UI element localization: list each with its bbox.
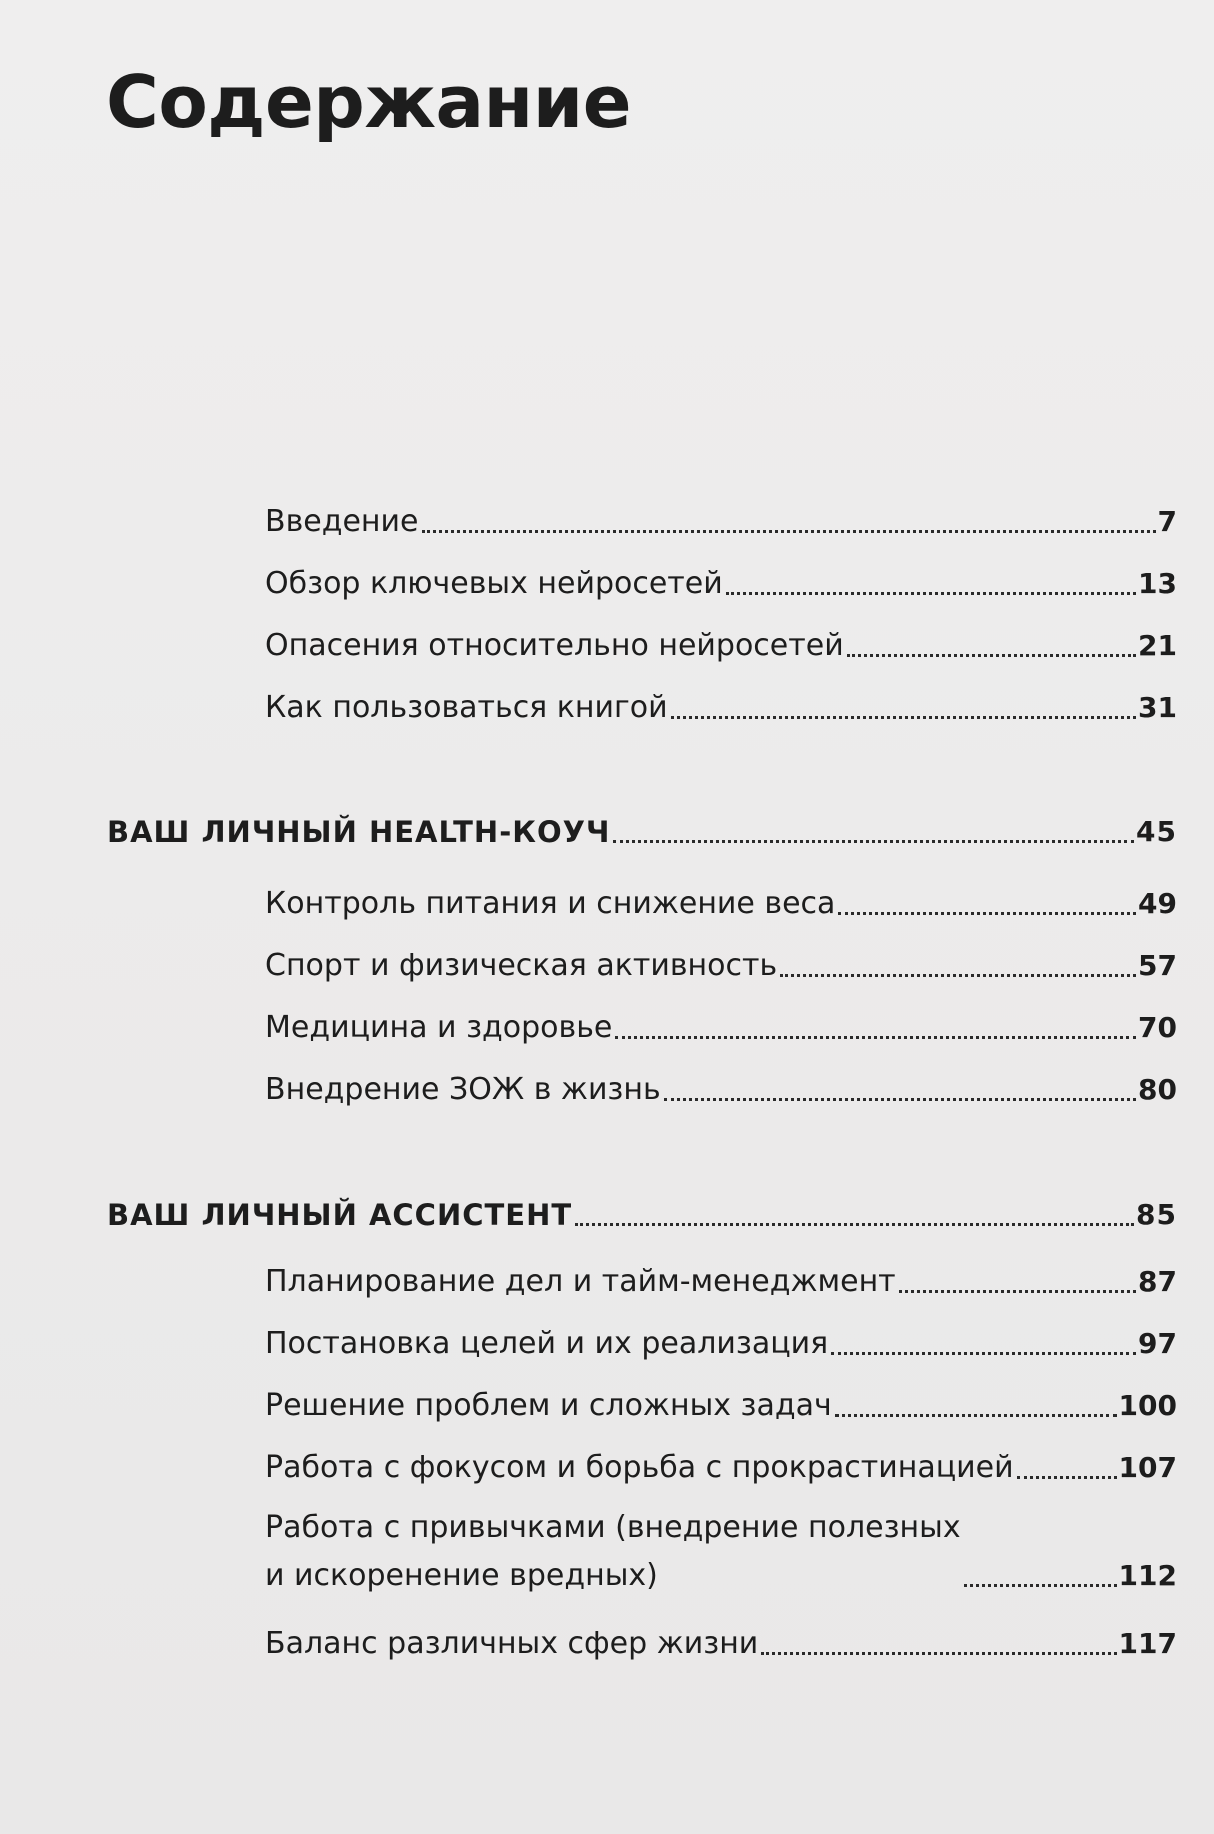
dot-leader [1017, 1476, 1117, 1479]
toc-page-number: 49 [1138, 887, 1177, 920]
toc-section-heading[interactable] [107, 1195, 1177, 1235]
dot-leader [835, 1414, 1117, 1417]
toc-entry[interactable] [265, 502, 1177, 542]
toc-entry[interactable] [265, 626, 1177, 666]
toc-entry-label-line: и искоренение вредных) [265, 1558, 658, 1593]
toc-page-number: 7 [1157, 505, 1177, 538]
toc-page-number: 117 [1118, 1627, 1177, 1660]
toc-entry-label: Опасения относительно нейросетей [265, 628, 844, 663]
dot-leader [615, 1036, 1136, 1039]
toc-page-number: 100 [1118, 1389, 1177, 1422]
toc-section-heading[interactable] [107, 812, 1177, 852]
dot-leader [899, 1290, 1136, 1293]
toc-page-number: 97 [1138, 1327, 1177, 1360]
toc-entry[interactable] [265, 1386, 1177, 1426]
toc-entry[interactable] [265, 884, 1177, 924]
toc-entry-label-line: Работа с привычками (внедрение полезных [265, 1510, 961, 1545]
toc-page-number: 112 [1118, 1559, 1177, 1592]
toc-entry-label: Внедрение ЗОЖ в жизнь [265, 1072, 661, 1107]
toc-entry[interactable] [265, 1624, 1177, 1664]
toc-section-label: ВАШ ЛИЧНЫЙ HEALTH-КОУЧ [107, 815, 611, 849]
toc-entry[interactable] [265, 1008, 1177, 1048]
toc-entry-label: Баланс различных сфер жизни [265, 1626, 759, 1661]
dot-leader [838, 912, 1136, 915]
dot-leader [847, 654, 1136, 657]
toc-entry[interactable] [265, 946, 1177, 986]
dot-leader [664, 1098, 1136, 1101]
toc-entry-label: Планирование дел и тайм-менеджмент [265, 1264, 896, 1299]
toc-entry-label: Решение проблем и сложных задач [265, 1388, 832, 1423]
toc-page-number: 70 [1138, 1011, 1177, 1044]
dot-leader [964, 1584, 1117, 1587]
toc-entry-label: Как пользоваться книгой [265, 690, 668, 725]
dot-leader [726, 592, 1136, 595]
toc-entry-label: Постановка целей и их реализация [265, 1326, 829, 1361]
toc-page-number: 107 [1118, 1451, 1177, 1484]
dot-leader [761, 1652, 1116, 1655]
toc-page-number: 57 [1138, 949, 1177, 982]
toc-page-number: 85 [1136, 1198, 1177, 1231]
toc-entry[interactable] [265, 1324, 1177, 1364]
dot-leader [780, 974, 1136, 977]
toc-page-number: 87 [1138, 1265, 1177, 1298]
dot-leader [575, 1223, 1134, 1226]
toc-page-number: 31 [1138, 691, 1177, 724]
toc-page-number: 45 [1136, 815, 1177, 848]
toc-page-number: 13 [1138, 567, 1177, 600]
toc-entry[interactable] [265, 564, 1177, 604]
page-title: Содержание [106, 60, 632, 144]
toc-section-label: ВАШ ЛИЧНЫЙ АССИСТЕНТ [107, 1198, 573, 1232]
dot-leader [831, 1352, 1136, 1355]
toc-entry-label: Спорт и физическая активность [265, 948, 778, 983]
toc-entry-label: Медицина и здоровье [265, 1010, 613, 1045]
toc-entry[interactable] [265, 1508, 1177, 1596]
toc-entry-label: Контроль питания и снижение веса [265, 886, 836, 921]
toc-entry[interactable] [265, 1262, 1177, 1302]
dot-leader [671, 716, 1136, 719]
toc-page-number: 80 [1138, 1073, 1177, 1106]
toc-entry-label: Обзор ключевых нейросетей [265, 566, 723, 601]
dot-leader [613, 840, 1134, 843]
dot-leader [422, 530, 1156, 533]
toc-entry[interactable] [265, 688, 1177, 728]
toc-entry[interactable] [265, 1448, 1177, 1488]
toc-entry-label: Работа с фокусом и борьба с прокрастинацией [265, 1450, 1014, 1485]
toc-entry-label: Введение [265, 504, 419, 539]
toc-entry-label [265, 1508, 961, 1596]
toc-page-number: 21 [1138, 629, 1177, 662]
toc-entry[interactable] [265, 1070, 1177, 1110]
